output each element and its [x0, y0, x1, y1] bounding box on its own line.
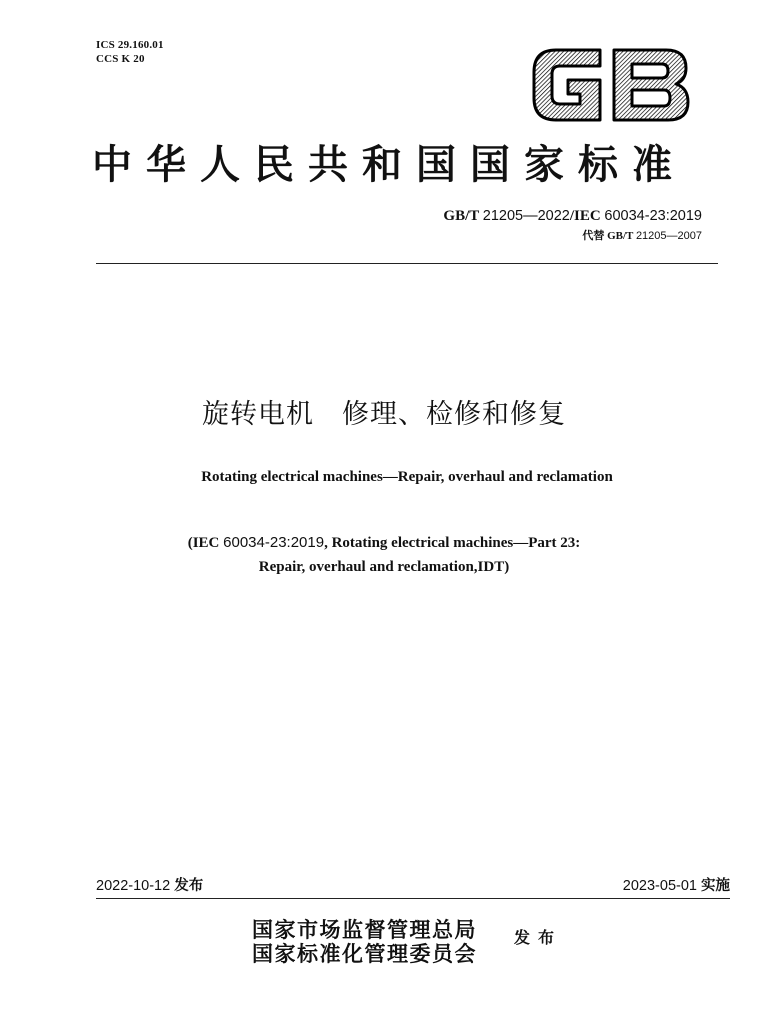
standard-code: 21205—2022	[482, 208, 570, 224]
classification-codes	[96, 38, 164, 66]
english-title: Rotating electrical machines—Repair, overhaul and reclamation	[201, 469, 613, 485]
issue-date-value: 2022-10-12	[96, 878, 171, 894]
gb-standard-logo-icon	[528, 44, 694, 126]
implementation-label: 实施	[701, 878, 730, 894]
national-standard-title: 中华人民共和国国家标准	[92, 141, 686, 188]
publish-label: 发布	[514, 928, 563, 947]
standard-prefix: GB/T	[443, 208, 483, 224]
issue-date	[96, 877, 203, 895]
equivalence-line-1	[0, 533, 768, 553]
header-divider	[96, 263, 718, 264]
replaces-label: 代替 GB/T	[582, 230, 636, 242]
standard-number	[443, 207, 702, 225]
ccs-code: CCS K 20	[96, 53, 145, 65]
issue-label: 发布	[174, 878, 204, 894]
equivalence-num: 60034-23:2019	[223, 534, 325, 551]
gb-logo	[528, 44, 694, 126]
standard-iec-prefix: /IEC	[569, 208, 605, 224]
chinese-title: 旋转电机 修理、检修和修复	[202, 399, 566, 430]
footer-divider	[96, 898, 730, 899]
equivalence-rest: , Rotating electrical machines—Part 23:	[324, 535, 581, 551]
authority-samr: 国家市场监督管理总局	[252, 917, 477, 942]
replaces-code: 21205—2007	[635, 230, 702, 242]
authority-sac: 国家标准化管理委员会	[252, 941, 477, 966]
equivalence-line-2: Repair, overhaul and reclamation,IDT)	[258, 559, 510, 575]
implementation-date-value: 2023-05-01	[622, 878, 697, 894]
ics-code: ICS 29.160.01	[96, 39, 164, 51]
equivalence-open: (IEC	[187, 535, 224, 551]
implementation-date	[623, 877, 730, 895]
replaces-standard	[582, 230, 702, 243]
standard-iec-code: 60034-23:2019	[604, 208, 702, 224]
